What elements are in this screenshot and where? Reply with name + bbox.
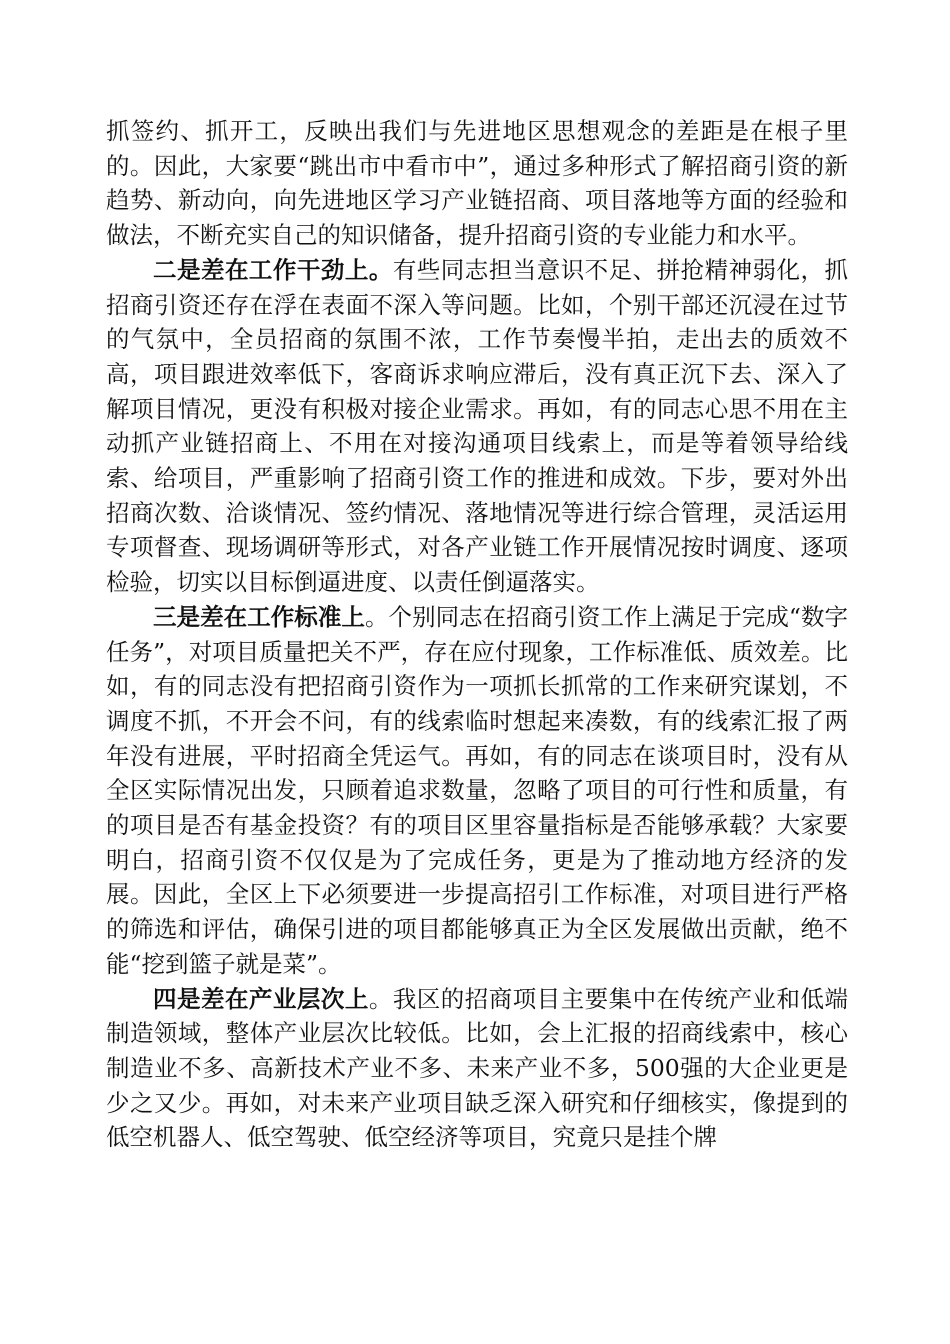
document-body xyxy=(106,114,848,1155)
paragraph-1 xyxy=(106,114,848,253)
paragraph-4-text: 。我区的招商项目主要集中在传统产业和低端制造领域，整体产业层次比较低。比如，会上汇报的招商线索中，核心制造业不多、高新技术产业不多、未来产业不多，500强的大企业更是少之又少。再如，对未来产业项目缺乏深入研究和仔细核实，像提到的低空机器人、低空驾驶、低空经济等项目，究竟只是挂个牌 xyxy=(106,984,849,1152)
paragraph-4-lead: 四是差在产业层次上 xyxy=(153,984,369,1013)
paragraph-2 xyxy=(106,253,848,600)
paragraph-2-text: 有些同志担当意识不足、拼抢精神弱化，抓招商引资还存在浮在表面不深入等问题。比如，个别干部还沉浸在过节的气氛中，全员招商的氛围不浓，工作节奏慢半拍，走出去的质效不高，项目跟进效率低下，客商诉求响应滞后，没有真正沉下去、深入了解项目情况，更没有积极对接企业需求。再如，有的同志心思不用在主动抓产业链招商上、不用在对接沟通项目线索上，而是等着领导给线索、给项目，严重影响了招商引资工作的推进和成效。下步，要对外出招商次数、洽谈情况、签约情况、落地情况等进行综合管理，灵活运用专项督查、现场调研等形式，对各产业链工作开展情况按时调度、逐项检验，切实以目标倒逼进度、以责任倒逼落实。 xyxy=(106,255,849,597)
paragraph-1-text: 抓签约、抓开工，反映出我们与先进地区思想观念的差距是在根子里的。因此，大家要“跳出市中看市中”，通过多种形式了解招商引资的新趋势、新动向，向先进地区学习产业链招商、项目落地等方面的经验和做法，不断充实自己的知识储备，提升招商引资的专业能力和水平。 xyxy=(106,117,848,250)
paragraph-3-lead: 三是差在工作标准上 xyxy=(153,602,365,631)
paragraph-2-lead: 二是差在工作干劲上。 xyxy=(153,255,393,284)
paragraph-3-text: 。个别同志在招商引资工作上满足于完成“数字任务”，对项目质量把关不严，存在应付现象，工作标准低、质效差。比如，有的同志没有把招商引资作为一项抓长抓常的工作来研究谋划，不调度不抓，不开会不问，有的线索临时想起来凑数，有的线索汇报了两年没有进展，平时招商全凭运气。再如，有的同志在谈项目时，没有从全区实际情况出发，只顾着追求数量，忽略了项目的可行性和质量，有的项目是否有基金投资？有的项目区里容量指标是否能够承载？大家要明白，招商引资不仅仅是为了完成任务，更是为了推动地方经济的发展。因此，全区上下必须要进一步提高招引工作标准，对项目进行严格的筛选和评估，确保引进的项目都能够真正为全区发展做出贡献，绝不能“挖到篮子就是菜”。 xyxy=(106,602,849,978)
paragraph-3 xyxy=(106,600,848,982)
paragraph-4 xyxy=(106,982,848,1156)
